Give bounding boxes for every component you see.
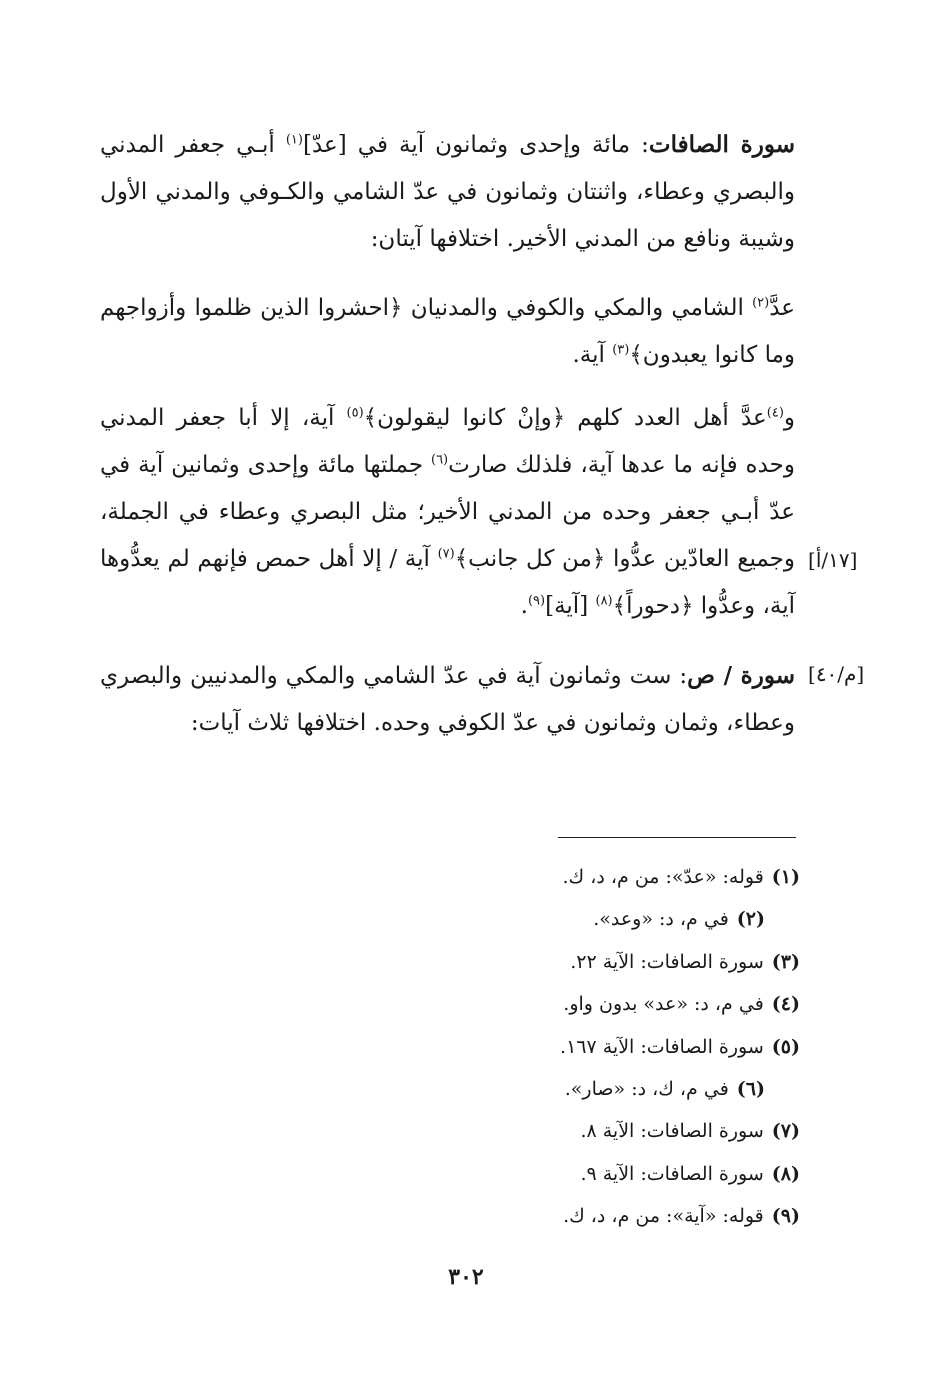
footnote-item (300, 1026, 800, 1068)
paragraph-text: آية، إلا أبا جعفر المدني وحده فإنه ما عدها آية، فلذلك صارت (100, 405, 795, 478)
paragraph-text: الشامي والمكي والكوفي والمدنيان ﴿احشروا الذين ظلموا وأزواجهم وما كانوا يعبدون﴾ (100, 295, 795, 368)
footnote-ref[interactable]: (٦) (430, 452, 449, 468)
paragraph-first-difference (100, 285, 795, 379)
footnote-number: (٢) (736, 908, 765, 931)
footnote-separator (558, 837, 796, 838)
paragraph-text: : ست وثمانون آية في عدّ الشامي والمكي والمدنيين والبصري وعطاء، وثمان وثمانون في عدّ الكوفي وحده. اختلافها ثلاث آيات: (100, 663, 795, 736)
footnote-item (300, 1068, 800, 1110)
footnote-number: (٩) (771, 1205, 800, 1228)
footnote-text: سورة الصافات: الآية ٩. (580, 1162, 764, 1185)
footnote-number: (٧) (771, 1120, 800, 1143)
paragraph-surat-sad (100, 652, 795, 747)
footnote-number: (٦) (736, 1078, 765, 1101)
footnote-item (300, 941, 800, 983)
footnote-ref[interactable]: (٧) (437, 546, 455, 562)
footnote-number: (٣) (771, 950, 800, 973)
footnote-item (300, 1153, 800, 1195)
footnote-text: في م، د: «عد» بدون واو. (563, 993, 764, 1016)
paragraph-text: آية / إلا أهل حمص فإنهم لم يعدُّوها آية، وعدُّوا ﴿دحوراً﴾ (100, 546, 795, 619)
paragraph-text: : مائة وإحدى وثمانون آية في [عدّ] (302, 132, 649, 158)
footnote-text: قوله: «عدّ»: من م، د، ك. (562, 866, 764, 888)
paragraph-text: [آية] (545, 593, 596, 619)
footnote-ref[interactable]: (٤) (766, 405, 784, 421)
footnote-ref[interactable]: (٥) (346, 405, 364, 421)
paragraph-text: آية. (572, 342, 613, 368)
footnote-text: في م، د: «وعد». (593, 908, 729, 931)
footnote-item (300, 1195, 800, 1237)
paragraph-surat-al-saffat (100, 121, 795, 263)
surah-title-saffat: سورة الصافات (648, 131, 795, 158)
paragraph-text: و (783, 405, 795, 431)
footnote-item (300, 856, 800, 898)
footnote-text: سورة الصافات: الآية ١٦٧. (560, 1035, 764, 1058)
page-number: ٣٠٢ (448, 1264, 484, 1290)
footnote-ref[interactable]: (٩) (527, 593, 546, 609)
footnote-ref[interactable]: (٣) (612, 342, 630, 358)
paragraph-text: جملتها مائة وإحدى وثمانين آية في عدّ أبـي جعفر وحده من المدني الأخير؛ مثل البصري وعطاء في الجملة، وجميع العادّين عدُّوا ﴿من كل جانب﴾ (100, 452, 796, 572)
footnote-ref[interactable]: (١) (285, 132, 303, 148)
surah-title-sad: سورة / ص (687, 662, 795, 689)
footnote-number: (٥) (771, 1035, 800, 1058)
margin-manuscript-marker: [م/٤٠] (808, 662, 865, 686)
paragraph-text: عدَّ (769, 295, 795, 321)
footnote-ref[interactable]: (٢) (752, 295, 770, 311)
footnote-text: سورة الصافات: الآية ٨. (580, 1120, 764, 1143)
paragraph-text: أبـي جعفر المدني والبصري وعطاء، واثنتان وثمانون في عدّ الشامي والكـوفي والمدني الأول وشيبة ونافع من المدني الأخير. اختلافها آيتان: (100, 132, 795, 252)
footnote-text: قوله: «آية»: من م، د، ك. (563, 1205, 764, 1228)
footnote-item (300, 898, 800, 940)
footnote-item (300, 1110, 800, 1152)
paragraph-text: عدَّ أهل العدد كلهم ﴿وإنْ كانوا ليقولون﴾ (363, 405, 767, 431)
footnote-text: في م، ك، د: «صار». (564, 1078, 729, 1101)
footnote-ref[interactable]: (٨) (595, 593, 613, 609)
paragraph-text: . (520, 593, 528, 619)
footnote-number: (١) (771, 866, 800, 888)
margin-manuscript-marker: [١٧/أ] (808, 548, 858, 572)
footnote-text: سورة الصافات: الآية ٢٢. (570, 950, 764, 973)
footnote-item (300, 983, 800, 1025)
footnote-number: (٤) (771, 993, 800, 1016)
paragraph-second-difference (100, 395, 795, 630)
footnote-number: (٨) (771, 1162, 800, 1185)
footnotes-list (300, 856, 800, 1238)
